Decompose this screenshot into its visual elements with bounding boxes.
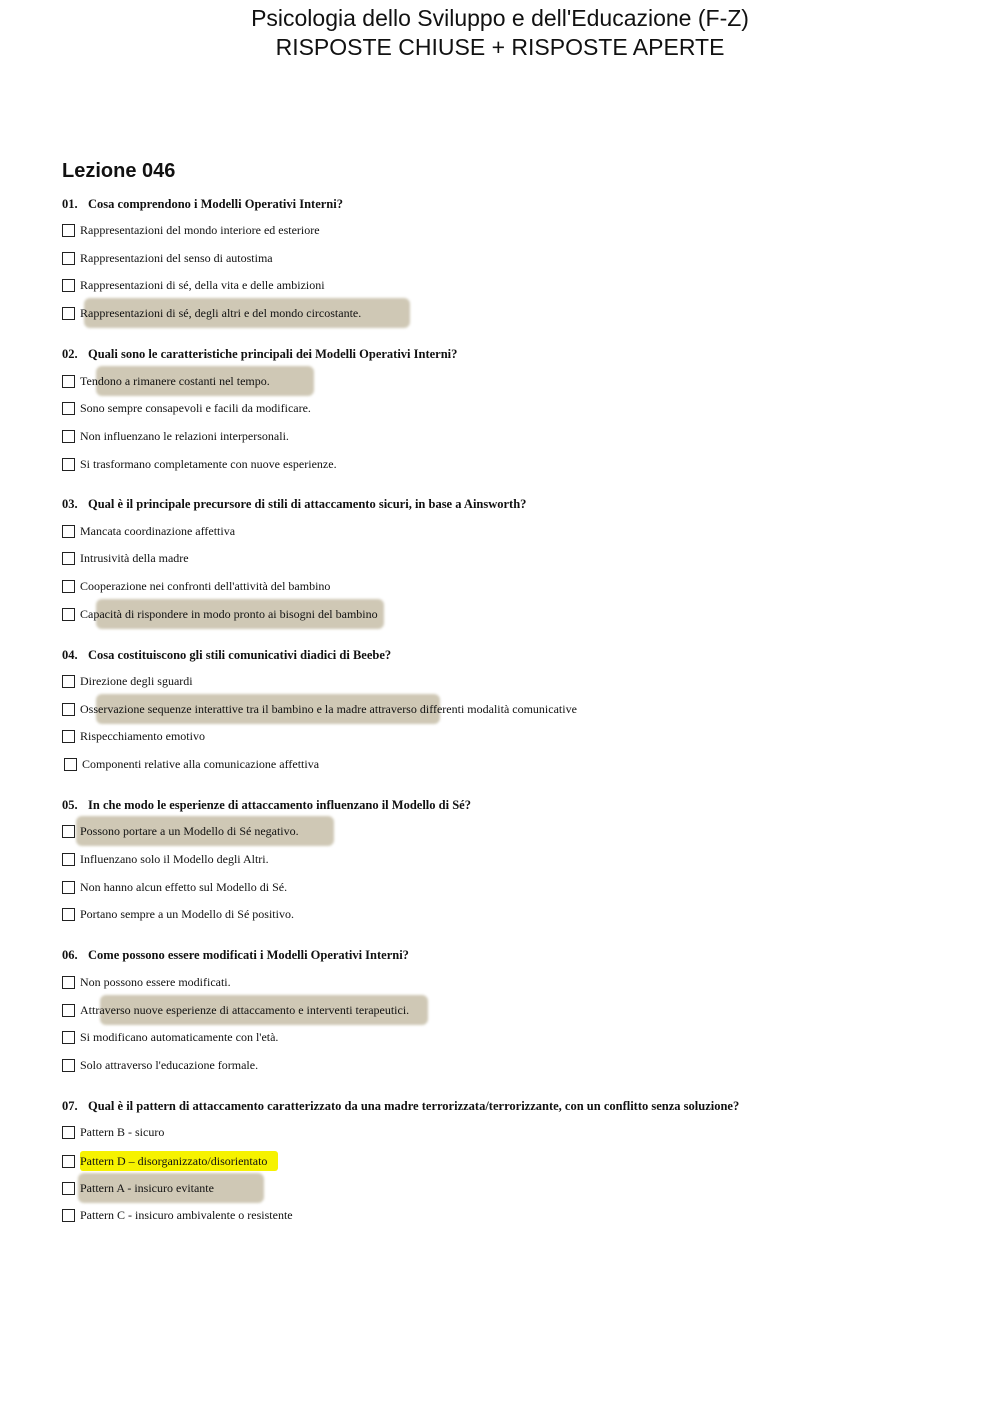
answer-option[interactable] bbox=[62, 972, 231, 992]
checkbox[interactable] bbox=[62, 430, 75, 443]
checkbox[interactable] bbox=[62, 580, 75, 593]
answer-option[interactable] bbox=[64, 754, 319, 774]
question-05 bbox=[62, 798, 471, 813]
checkbox[interactable] bbox=[62, 552, 75, 565]
checkbox[interactable] bbox=[62, 307, 75, 320]
question-text: Cosa costituiscono gli stili comunicativi diadici di Beebe? bbox=[88, 648, 392, 662]
question-number: 02. bbox=[62, 347, 78, 361]
question-07 bbox=[62, 1099, 739, 1114]
question-text: Qual è il principale precursore di stili di attaccamento sicuri, in base a Ainsworth? bbox=[88, 497, 527, 511]
answer-option-correct[interactable] bbox=[62, 699, 577, 719]
checkbox[interactable] bbox=[62, 402, 75, 415]
answer-option[interactable] bbox=[62, 275, 325, 295]
answer-option-correct[interactable] bbox=[62, 821, 299, 841]
answer-option[interactable] bbox=[62, 548, 189, 568]
checkbox[interactable] bbox=[64, 758, 77, 771]
answer-option[interactable] bbox=[62, 726, 205, 746]
checkbox[interactable] bbox=[62, 458, 75, 471]
question-number: 04. bbox=[62, 648, 78, 662]
question-number: 03. bbox=[62, 497, 78, 511]
question-number: 05. bbox=[62, 798, 78, 812]
option-label: Non influenzano le relazioni interpersonali. bbox=[80, 428, 289, 443]
answer-option-highlighted-yellow[interactable] bbox=[62, 1151, 267, 1171]
option-label: Rappresentazioni di sé, della vita e delle ambizioni bbox=[80, 277, 325, 292]
option-label: Rispecchiamento emotivo bbox=[80, 728, 205, 743]
checkbox[interactable] bbox=[62, 1059, 75, 1072]
checkbox[interactable] bbox=[62, 375, 75, 388]
checkbox[interactable] bbox=[62, 703, 75, 716]
answer-option[interactable] bbox=[62, 398, 311, 418]
answer-option[interactable] bbox=[62, 248, 273, 268]
checkbox[interactable] bbox=[62, 1209, 75, 1222]
question-text: Come possono essere modificati i Modelli Operativi Interni? bbox=[88, 948, 409, 962]
answer-option[interactable] bbox=[62, 877, 287, 897]
answer-option[interactable] bbox=[62, 1205, 293, 1225]
answer-option[interactable] bbox=[62, 849, 269, 869]
checkbox[interactable] bbox=[62, 976, 75, 989]
option-label: Attraverso nuove esperienze di attaccamento e interventi terapeutici. bbox=[80, 1002, 410, 1017]
checkbox[interactable] bbox=[62, 252, 75, 265]
option-label: Si modificano automaticamente con l'età. bbox=[80, 1029, 279, 1044]
option-label: Rappresentazioni del senso di autostima bbox=[80, 250, 273, 265]
option-label: Si trasformano completamente con nuove esperienze. bbox=[80, 456, 337, 471]
question-text: Quali sono le caratteristiche principali dei Modelli Operativi Interni? bbox=[88, 347, 458, 361]
option-label: Solo attraverso l'educazione formale. bbox=[80, 1057, 259, 1072]
answer-option[interactable] bbox=[62, 220, 320, 240]
checkbox[interactable] bbox=[62, 224, 75, 237]
option-label: Componenti relative alla comunicazione affettiva bbox=[82, 756, 320, 771]
option-label: Capacità di rispondere in modo pronto ai bisogni del bambino bbox=[80, 606, 378, 621]
checkbox[interactable] bbox=[62, 675, 75, 688]
answer-option[interactable] bbox=[62, 521, 235, 541]
answer-option-correct[interactable] bbox=[62, 1000, 409, 1020]
answer-option[interactable] bbox=[62, 576, 330, 596]
checkbox[interactable] bbox=[62, 825, 75, 838]
checkbox[interactable] bbox=[62, 1031, 75, 1044]
option-label: Non possono essere modificati. bbox=[80, 974, 231, 989]
answer-option[interactable] bbox=[62, 1122, 164, 1142]
checkbox[interactable] bbox=[62, 1004, 75, 1017]
question-02 bbox=[62, 347, 457, 362]
answer-option-correct[interactable] bbox=[62, 371, 270, 391]
question-number: 06. bbox=[62, 948, 78, 962]
option-label: Intrusività della madre bbox=[80, 550, 189, 565]
document-title: Psicologia dello Sviluppo e dell'Educazione (F-Z) bbox=[251, 5, 749, 31]
option-label: Tendono a rimanere costanti nel tempo. bbox=[80, 373, 270, 388]
question-number: 01. bbox=[62, 197, 78, 211]
checkbox[interactable] bbox=[62, 608, 75, 621]
checkbox[interactable] bbox=[62, 1155, 75, 1168]
question-06 bbox=[62, 948, 409, 963]
answer-option[interactable] bbox=[62, 671, 193, 691]
checkbox[interactable] bbox=[62, 881, 75, 894]
checkbox[interactable] bbox=[62, 853, 75, 866]
checkbox[interactable] bbox=[62, 525, 75, 538]
option-label: Cooperazione nei confronti dell'attività del bambino bbox=[80, 578, 331, 593]
question-number: 07. bbox=[62, 1099, 78, 1113]
question-text: Cosa comprendono i Modelli Operativi Interni? bbox=[88, 197, 343, 211]
option-label: Possono portare a un Modello di Sé negativo. bbox=[80, 823, 299, 838]
checkbox[interactable] bbox=[62, 730, 75, 743]
answer-option[interactable] bbox=[62, 454, 337, 474]
answer-option-correct[interactable] bbox=[62, 604, 378, 624]
lesson-title: Lezione 046 bbox=[62, 160, 176, 182]
option-label: Direzione degli sguardi bbox=[80, 673, 193, 688]
answer-option-correct[interactable] bbox=[62, 1178, 214, 1198]
option-label: Non hanno alcun effetto sul Modello di Sé. bbox=[80, 879, 288, 894]
option-label: Rappresentazioni di sé, degli altri e del mondo circostante. bbox=[80, 305, 362, 320]
option-label: Pattern C - insicuro ambivalente o resistente bbox=[80, 1207, 293, 1222]
question-text: Qual è il pattern di attaccamento caratterizzato da una madre terrorizzata/terrorizzante, con un conflitto senza soluzione? bbox=[88, 1099, 740, 1113]
checkbox[interactable] bbox=[62, 1182, 75, 1195]
answer-option[interactable] bbox=[62, 904, 294, 924]
option-label: Rappresentazioni del mondo interiore ed esteriore bbox=[80, 222, 320, 237]
answer-option[interactable] bbox=[62, 426, 289, 446]
question-04 bbox=[62, 648, 391, 663]
checkbox[interactable] bbox=[62, 279, 75, 292]
question-03 bbox=[62, 497, 526, 512]
answer-option-correct[interactable] bbox=[62, 303, 361, 323]
option-label: Portano sempre a un Modello di Sé positivo. bbox=[80, 906, 294, 921]
question-text: In che modo le esperienze di attaccamento influenzano il Modello di Sé? bbox=[88, 798, 471, 812]
option-label: Pattern D – disorganizzato/disorientato bbox=[80, 1153, 268, 1168]
option-label: Osservazione sequenze interattive tra il bambino e la madre attraverso differenti modalità comunicative bbox=[80, 701, 577, 716]
option-label: Mancata coordinazione affettiva bbox=[80, 523, 236, 538]
option-label: Influenzano solo il Modello degli Altri. bbox=[80, 851, 269, 866]
checkbox[interactable] bbox=[62, 1126, 75, 1139]
answer-option[interactable] bbox=[62, 1055, 258, 1075]
answer-option[interactable] bbox=[62, 1027, 278, 1047]
option-label: Sono sempre consapevoli e facili da modificare. bbox=[80, 400, 311, 415]
option-label: Pattern B - sicuro bbox=[80, 1124, 165, 1139]
checkbox[interactable] bbox=[62, 908, 75, 921]
document-subtitle: RISPOSTE CHIUSE + RISPOSTE APERTE bbox=[275, 34, 725, 60]
option-label: Pattern A - insicuro evitante bbox=[80, 1180, 214, 1195]
question-01 bbox=[62, 197, 343, 212]
